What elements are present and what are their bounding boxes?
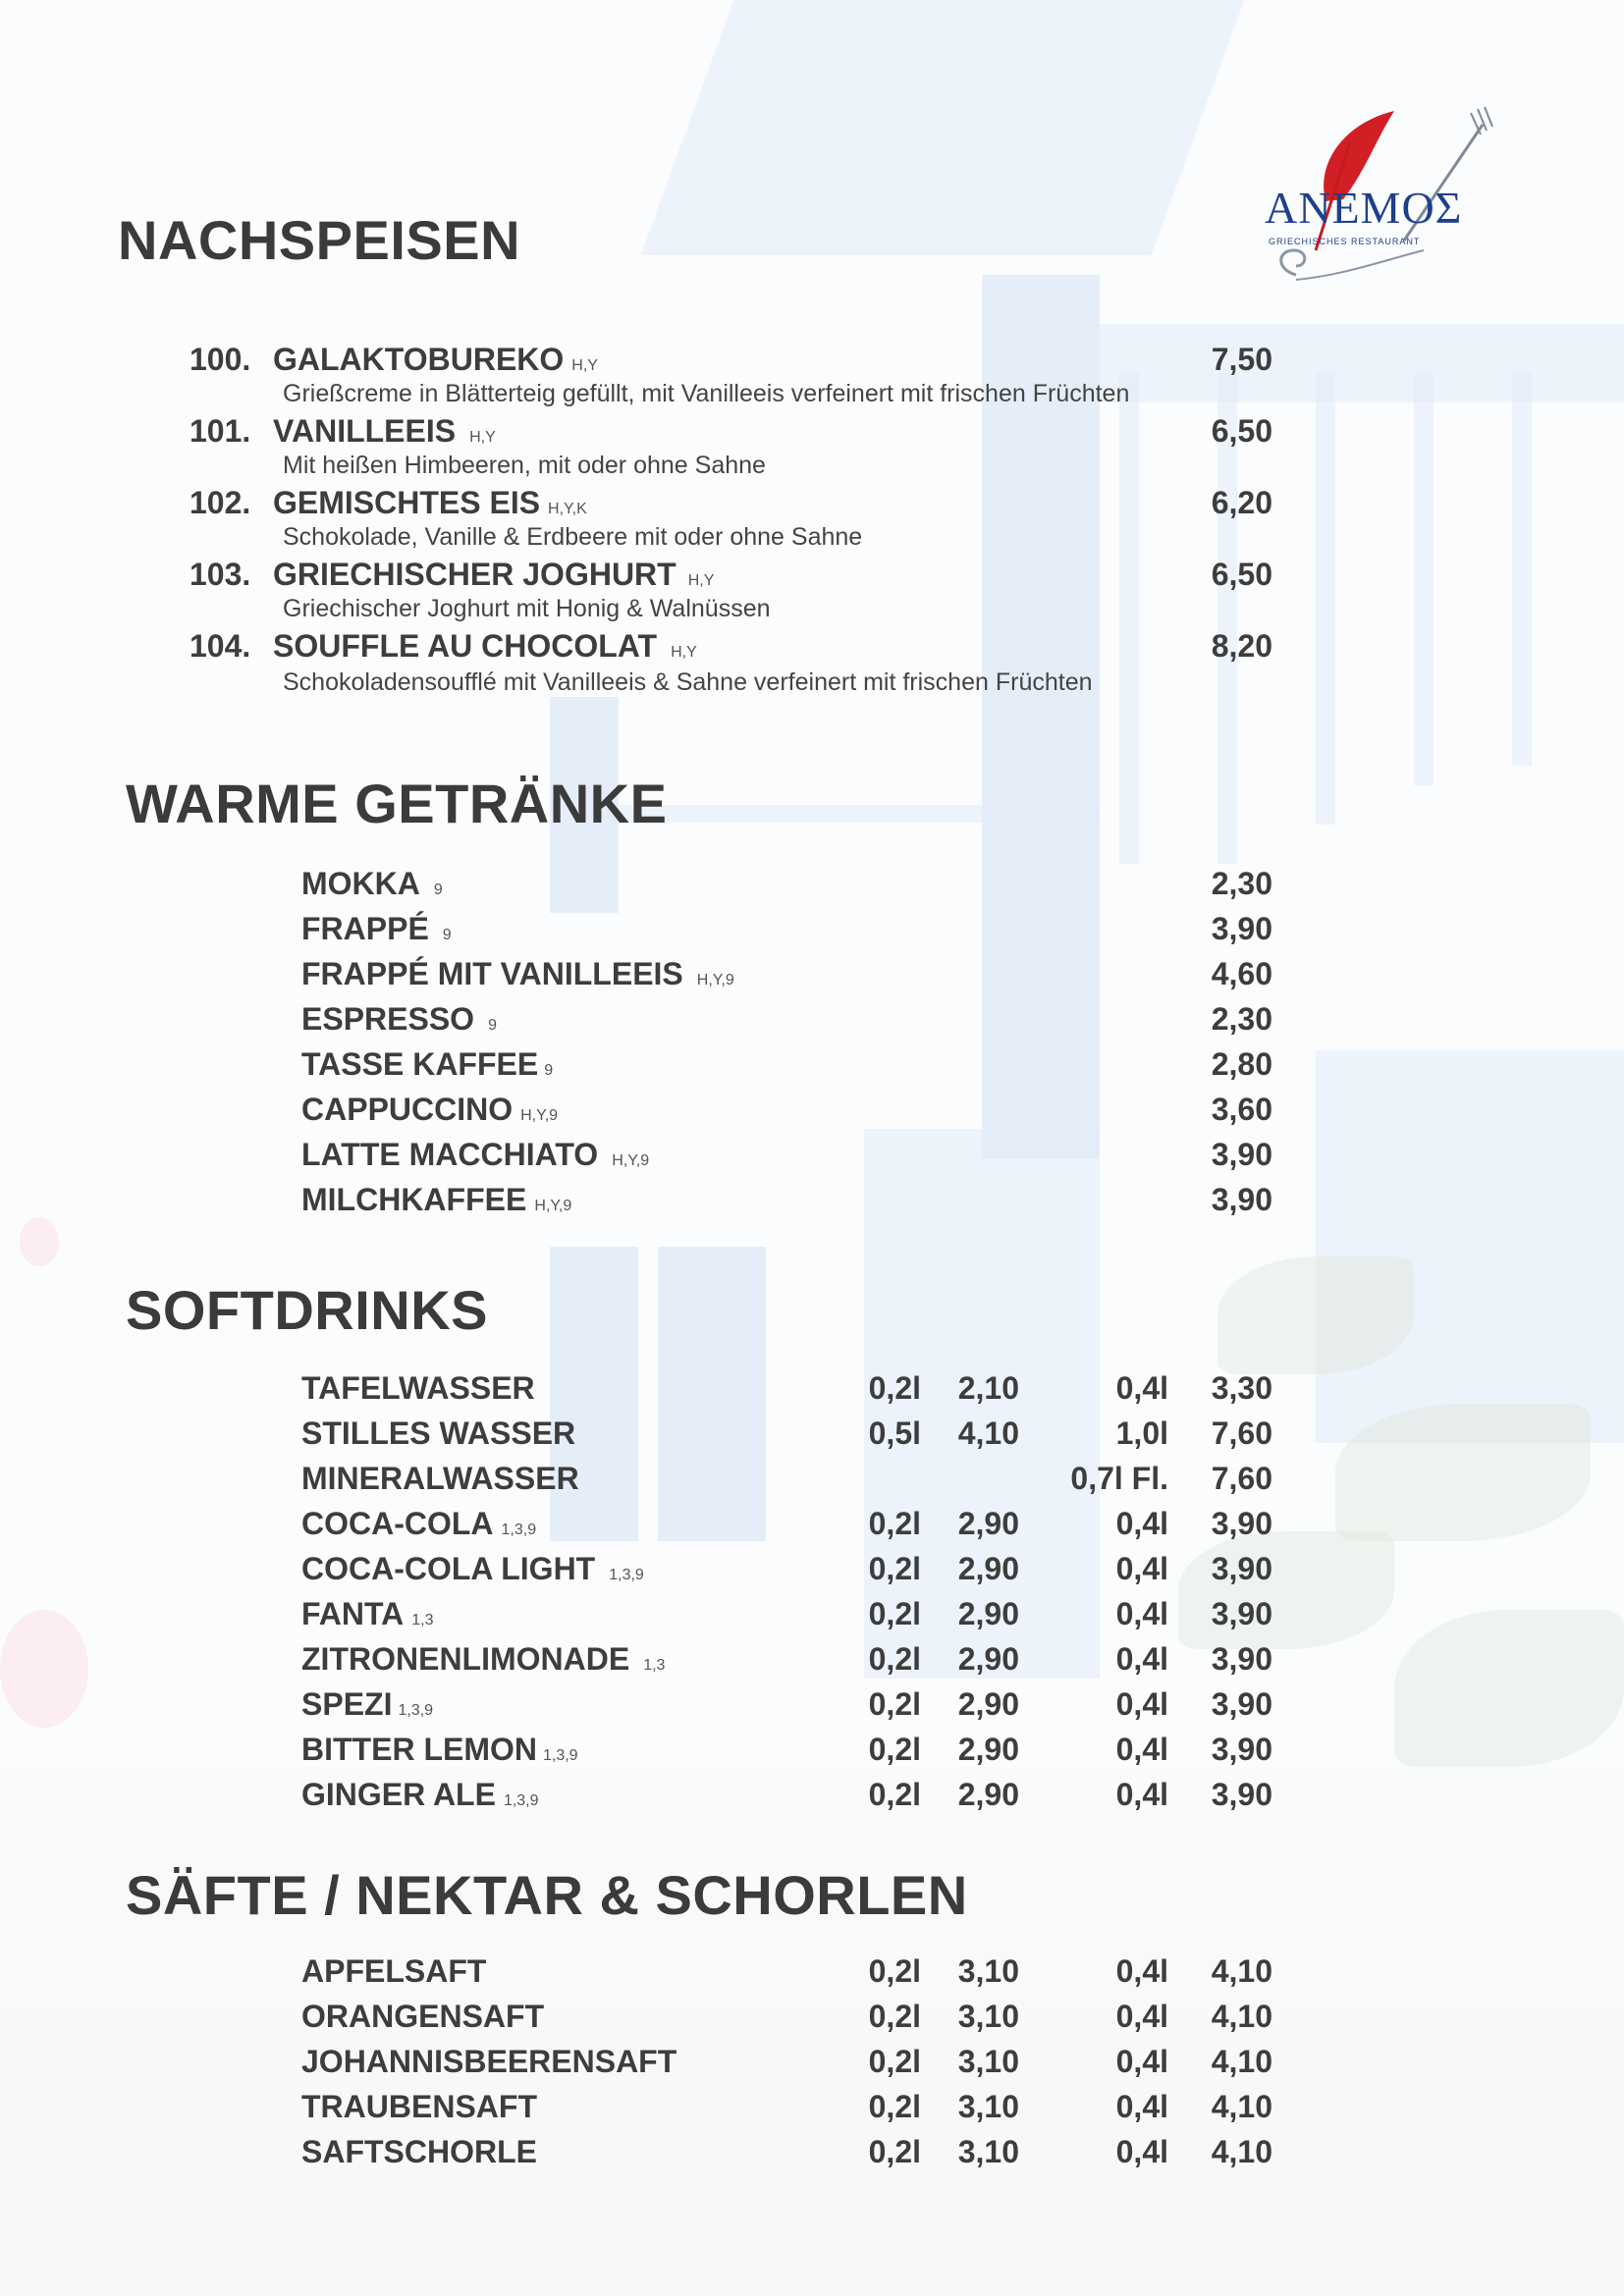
item-name: SAFTSCHORLE [301,2134,537,2169]
item-allergens: H,Y [671,644,697,661]
item-price: 3,90 [1211,911,1272,946]
volume-large: 0,7l Fl. [1070,1461,1168,1496]
item-allergens: H,Y,9 [612,1152,650,1169]
item-number: 100. [189,342,251,377]
item-name: GRIECHISCHER JOGHURT H,Y [273,557,715,592]
volume-large: 0,4l [1115,1686,1168,1722]
price-small: 2,90 [957,1506,1019,1541]
item-allergens: 1,3 [411,1612,434,1629]
volume-large: 0,4l [1115,2089,1168,2124]
volume-large: 0,4l [1115,1551,1168,1586]
price-large: 4,10 [1211,1999,1272,2034]
volume-large: 0,4l [1115,1641,1168,1677]
item-price: 7,50 [1211,342,1272,377]
item-name: LATTE MACCHIATO H,Y,9 [301,1137,650,1172]
item-name: ORANGENSAFT [301,1999,545,2034]
item-name: MINERALWASSER [301,1461,579,1496]
item-price: 3,90 [1211,1182,1272,1217]
item-description: Mit heißen Himbeeren, mit oder ohne Sahne [283,452,766,479]
item-name: FANTA 1,3 [301,1596,434,1631]
item-allergens: H,Y,9 [696,972,734,988]
section-title-nachspeisen: NACHSPEISEN [118,209,521,271]
item-name: VANILLEEIS H,Y [273,413,496,449]
price-small: 2,90 [957,1732,1019,1767]
volume-small: 0,2l [868,2044,921,2079]
price-small: 2,90 [957,1596,1019,1631]
volume-large: 0,4l [1115,1999,1168,2034]
item-number: 103. [189,557,251,592]
restaurant-logo [1257,103,1497,290]
item-allergens: 1,3,9 [503,1792,539,1809]
price-large: 3,90 [1211,1506,1272,1541]
item-price: 4,60 [1211,956,1272,991]
item-name: TASSE KAFFEE 9 [301,1046,554,1082]
item-name: ZITRONENLIMONADE 1,3 [301,1641,666,1677]
item-description: Griechischer Joghurt mit Honig & Walnüssen [283,595,771,622]
item-allergens: 1,3,9 [542,1747,578,1764]
price-large: 3,30 [1211,1370,1272,1406]
volume-small: 0,2l [868,1641,921,1677]
item-price: 3,90 [1211,1137,1272,1172]
volume-large: 0,4l [1115,1953,1168,1989]
item-name: CAPPUCCINO H,Y,9 [301,1092,559,1127]
item-allergens: H,Y [469,429,496,446]
volume-small: 0,2l [868,1732,921,1767]
item-name: ESPRESSO 9 [301,1001,497,1037]
item-allergens: 9 [544,1062,554,1079]
volume-small: 0,2l [868,1999,921,2034]
price-small: 3,10 [957,2044,1019,2079]
item-price: 8,20 [1211,628,1272,664]
price-large: 3,90 [1211,1551,1272,1586]
price-small: 4,10 [957,1415,1019,1451]
section-title-warme-getraenke: WARME GETRÄNKE [126,773,668,834]
price-small: 3,10 [957,1999,1019,2034]
price-large: 4,10 [1211,2089,1272,2124]
item-name: COCA-COLA LIGHT 1,3,9 [301,1551,644,1586]
price-small: 2,90 [957,1777,1019,1812]
volume-small: 0,2l [868,1370,921,1406]
price-large: 3,90 [1211,1596,1272,1631]
item-name: SOUFFLE AU CHOCOLAT H,Y [273,628,697,664]
volume-large: 0,4l [1115,2044,1168,2079]
item-price: 3,60 [1211,1092,1272,1127]
item-number: 104. [189,628,251,664]
volume-small: 0,2l [868,1551,921,1586]
volume-large: 0,4l [1115,2134,1168,2169]
item-name: GEMISCHTES EIS H,Y,K [273,485,587,520]
item-price: 2,30 [1211,866,1272,901]
item-price: 6,50 [1211,413,1272,449]
volume-small: 0,2l [868,1506,921,1541]
price-large: 4,10 [1211,1953,1272,1989]
section-title-saefte: SÄFTE / NEKTAR & SCHORLEN [126,1864,968,1926]
item-name: APFELSAFT [301,1953,487,1989]
item-allergens: 1,3,9 [501,1522,537,1538]
price-small: 3,10 [957,2134,1019,2169]
item-name: MOKKA 9 [301,866,443,901]
price-large: 3,90 [1211,1777,1272,1812]
price-small: 2,90 [957,1551,1019,1586]
price-large: 3,90 [1211,1686,1272,1722]
item-name: SPEZI 1,3,9 [301,1686,434,1722]
volume-large: 0,4l [1115,1370,1168,1406]
volume-small: 0,2l [868,1686,921,1722]
price-large: 7,60 [1211,1461,1272,1496]
price-large: 4,10 [1211,2044,1272,2079]
volume-small: 0,2l [868,2134,921,2169]
price-small: 2,10 [957,1370,1019,1406]
item-name: TAFELWASSER [301,1370,535,1406]
item-name: GINGER ALE 1,3,9 [301,1777,539,1812]
item-name: STILLES WASSER [301,1415,576,1451]
volume-large: 0,4l [1115,1506,1168,1541]
item-allergens: H,Y,9 [534,1198,572,1214]
logo-wordmark: ΑΝΕΜΟΣ [1265,183,1463,233]
item-price: 6,50 [1211,557,1272,592]
volume-small: 0,5l [868,1415,921,1451]
price-large: 4,10 [1211,2134,1272,2169]
item-allergens: H,Y [687,572,715,589]
price-small: 2,90 [957,1686,1019,1722]
price-small: 3,10 [957,2089,1019,2124]
price-small: 2,90 [957,1641,1019,1677]
item-allergens: H,Y,9 [520,1107,559,1124]
price-large: 3,90 [1211,1641,1272,1677]
item-name: BITTER LEMON 1,3,9 [301,1732,578,1767]
item-price: 2,30 [1211,1001,1272,1037]
item-number: 101. [189,413,251,449]
item-name: MILCHKAFFEE H,Y,9 [301,1182,572,1217]
volume-large: 0,4l [1115,1596,1168,1631]
item-name: FRAPPÉ MIT VANILLEEIS H,Y,9 [301,956,734,991]
item-price: 6,20 [1211,485,1272,520]
volume-small: 0,2l [868,1953,921,1989]
item-description: Schokolade, Vanille & Erdbeere mit oder ohne Sahne [283,523,863,551]
section-title-softdrinks: SOFTDRINKS [126,1279,488,1341]
item-price: 2,80 [1211,1046,1272,1082]
volume-large: 0,4l [1115,1732,1168,1767]
logo-subtitle: GRIECHISCHES RESTAURANT [1269,237,1421,246]
volume-large: 0,4l [1115,1777,1168,1812]
item-allergens: 9 [488,1017,497,1034]
volume-large: 1,0l [1115,1415,1168,1451]
item-description: Schokoladensoufflé mit Vanilleeis & Sahne verfeinert mit frischen Früchten [283,668,1093,696]
volume-small: 0,2l [868,1777,921,1812]
item-allergens: 1,3,9 [609,1567,644,1583]
item-number: 102. [189,485,251,520]
item-allergens: 9 [442,927,452,943]
volume-small: 0,2l [868,1596,921,1631]
item-allergens: 1,3 [643,1657,666,1674]
item-allergens: 1,3,9 [398,1702,434,1719]
price-large: 7,60 [1211,1415,1272,1451]
price-large: 3,90 [1211,1732,1272,1767]
volume-small: 0,2l [868,2089,921,2124]
item-name: FRAPPÉ 9 [301,911,452,946]
item-name: GALAKTOBUREKO H,Y [273,342,598,377]
item-description: Grießcreme in Blätterteig gefüllt, mit Vanilleeis verfeinert mit frischen Früchten [283,380,1130,407]
item-allergens: 9 [433,881,443,898]
price-small: 3,10 [957,1953,1019,1989]
item-name: COCA-COLA 1,3,9 [301,1506,537,1541]
item-name: JOHANNISBEERENSAFT [301,2044,677,2079]
item-name: TRAUBENSAFT [301,2089,537,2124]
item-allergens: H,Y,K [548,501,587,517]
item-allergens: H,Y [571,357,598,374]
